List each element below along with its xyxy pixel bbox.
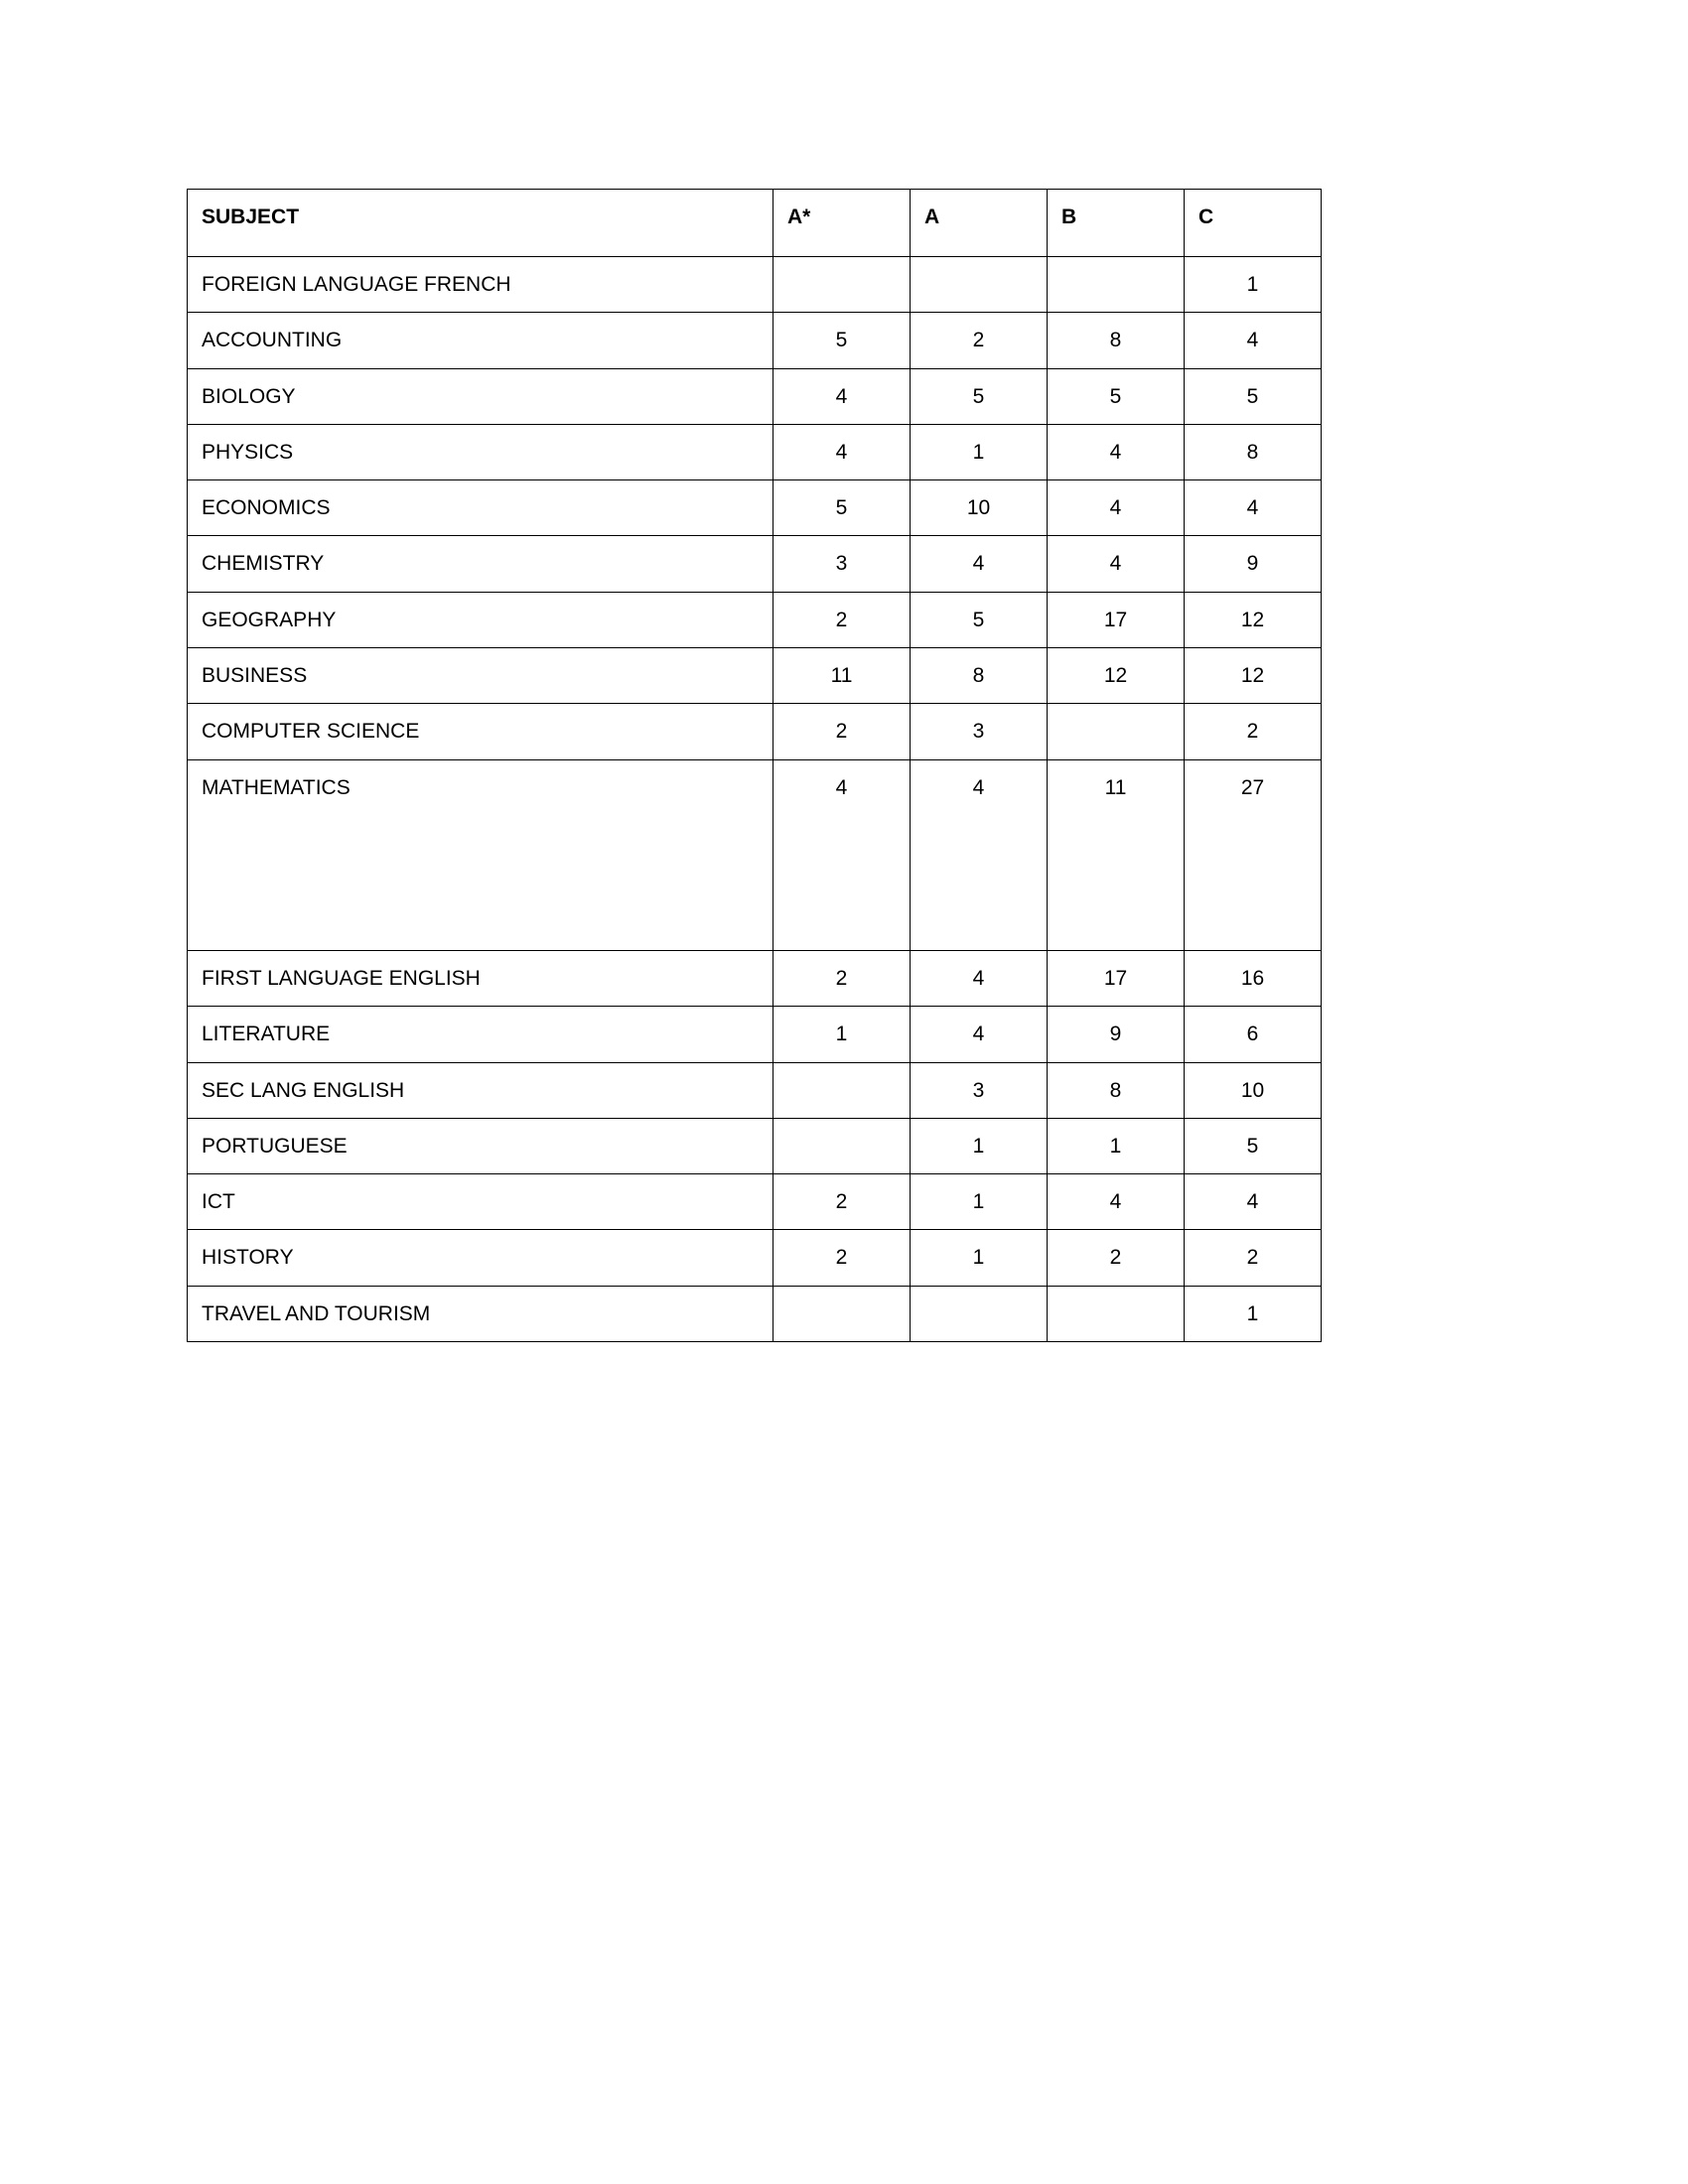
table-row [188, 368, 1322, 424]
cell-grade-a: 4 [911, 759, 1048, 950]
cell-grade-a: 5 [911, 592, 1048, 647]
cell-grade-a-star: 4 [774, 368, 911, 424]
cell-subject: ICT [188, 1174, 774, 1230]
cell-grade-c: 5 [1185, 368, 1322, 424]
table-row [188, 480, 1322, 536]
cell-grade-c: 1 [1185, 1286, 1322, 1341]
cell-grade-b: 2 [1048, 1230, 1185, 1286]
cell-grade-a-star [774, 1286, 911, 1341]
cell-grade-c: 4 [1185, 313, 1322, 368]
cell-grade-b: 8 [1048, 1062, 1185, 1118]
cell-grade-c: 12 [1185, 648, 1322, 704]
table-row [188, 1174, 1322, 1230]
cell-grade-a-star: 11 [774, 648, 911, 704]
cell-grade-a: 3 [911, 704, 1048, 759]
cell-subject: SEC LANG ENGLISH [188, 1062, 774, 1118]
table-header-row [188, 190, 1322, 257]
cell-grade-b: 4 [1048, 480, 1185, 536]
cell-grade-a: 3 [911, 1062, 1048, 1118]
column-header-subject: SUBJECT [188, 190, 774, 257]
cell-grade-c: 12 [1185, 592, 1322, 647]
cell-grade-b [1048, 257, 1185, 313]
cell-grade-c: 8 [1185, 424, 1322, 479]
cell-subject: BUSINESS [188, 648, 774, 704]
cell-grade-c: 4 [1185, 1174, 1322, 1230]
table-body [188, 257, 1322, 1342]
cell-grade-a [911, 257, 1048, 313]
cell-grade-a: 2 [911, 313, 1048, 368]
table-row [188, 1062, 1322, 1118]
cell-subject: TRAVEL AND TOURISM [188, 1286, 774, 1341]
table-row [188, 313, 1322, 368]
cell-grade-a-star: 2 [774, 592, 911, 647]
cell-grade-a: 1 [911, 1118, 1048, 1173]
cell-grade-a-star [774, 1118, 911, 1173]
cell-subject: FIRST LANGUAGE ENGLISH [188, 950, 774, 1006]
cell-subject: PHYSICS [188, 424, 774, 479]
table-row [188, 950, 1322, 1006]
column-header-b: B [1048, 190, 1185, 257]
cell-grade-b: 17 [1048, 950, 1185, 1006]
cell-grade-a-star: 3 [774, 536, 911, 592]
table-row [188, 1286, 1322, 1341]
cell-grade-c: 27 [1185, 759, 1322, 950]
column-header-a-star: A* [774, 190, 911, 257]
cell-grade-a-star: 4 [774, 424, 911, 479]
table-row [188, 536, 1322, 592]
cell-grade-c: 10 [1185, 1062, 1322, 1118]
cell-grade-a-star: 5 [774, 480, 911, 536]
cell-grade-c: 2 [1185, 704, 1322, 759]
cell-grade-a-star: 1 [774, 1007, 911, 1062]
cell-grade-a [911, 1286, 1048, 1341]
table-container [187, 189, 1321, 1342]
cell-subject: COMPUTER SCIENCE [188, 704, 774, 759]
cell-grade-b: 5 [1048, 368, 1185, 424]
table-row [188, 1230, 1322, 1286]
cell-grade-a-star [774, 1062, 911, 1118]
cell-grade-a: 4 [911, 1007, 1048, 1062]
cell-grade-a-star: 4 [774, 759, 911, 950]
cell-subject: FOREIGN LANGUAGE FRENCH [188, 257, 774, 313]
cell-grade-a-star: 2 [774, 1230, 911, 1286]
table-row [188, 1007, 1322, 1062]
cell-subject: BIOLOGY [188, 368, 774, 424]
cell-grade-c: 5 [1185, 1118, 1322, 1173]
cell-subject: GEOGRAPHY [188, 592, 774, 647]
cell-subject: LITERATURE [188, 1007, 774, 1062]
column-header-a: A [911, 190, 1048, 257]
cell-grade-c: 4 [1185, 480, 1322, 536]
cell-grade-c: 9 [1185, 536, 1322, 592]
cell-subject: CHEMISTRY [188, 536, 774, 592]
table-row [188, 424, 1322, 479]
cell-grade-a-star: 2 [774, 704, 911, 759]
cell-subject: ECONOMICS [188, 480, 774, 536]
table-row [188, 759, 1322, 950]
grade-distribution-table [187, 189, 1322, 1342]
table-row [188, 648, 1322, 704]
column-header-c: C [1185, 190, 1322, 257]
cell-grade-c: 1 [1185, 257, 1322, 313]
cell-grade-a-star: 5 [774, 313, 911, 368]
cell-grade-a-star: 2 [774, 950, 911, 1006]
cell-grade-a: 4 [911, 950, 1048, 1006]
cell-grade-b: 11 [1048, 759, 1185, 950]
table-row [188, 257, 1322, 313]
cell-grade-b: 4 [1048, 424, 1185, 479]
cell-subject: MATHEMATICS [188, 759, 774, 950]
cell-grade-a: 5 [911, 368, 1048, 424]
cell-grade-a: 1 [911, 424, 1048, 479]
cell-grade-b [1048, 1286, 1185, 1341]
cell-grade-c: 2 [1185, 1230, 1322, 1286]
cell-grade-a: 4 [911, 536, 1048, 592]
cell-grade-c: 6 [1185, 1007, 1322, 1062]
cell-grade-c: 16 [1185, 950, 1322, 1006]
cell-grade-a: 1 [911, 1174, 1048, 1230]
cell-grade-b: 4 [1048, 1174, 1185, 1230]
table-row [188, 592, 1322, 647]
cell-grade-b: 9 [1048, 1007, 1185, 1062]
cell-grade-a: 1 [911, 1230, 1048, 1286]
cell-grade-b: 4 [1048, 536, 1185, 592]
cell-subject: PORTUGUESE [188, 1118, 774, 1173]
cell-grade-a-star [774, 257, 911, 313]
cell-grade-b [1048, 704, 1185, 759]
cell-grade-b: 1 [1048, 1118, 1185, 1173]
table-row [188, 1118, 1322, 1173]
cell-grade-a: 8 [911, 648, 1048, 704]
table-row [188, 704, 1322, 759]
cell-grade-b: 12 [1048, 648, 1185, 704]
cell-subject: HISTORY [188, 1230, 774, 1286]
table-header [188, 190, 1322, 257]
cell-grade-b: 8 [1048, 313, 1185, 368]
cell-subject: ACCOUNTING [188, 313, 774, 368]
cell-grade-a-star: 2 [774, 1174, 911, 1230]
cell-grade-b: 17 [1048, 592, 1185, 647]
cell-grade-a: 10 [911, 480, 1048, 536]
